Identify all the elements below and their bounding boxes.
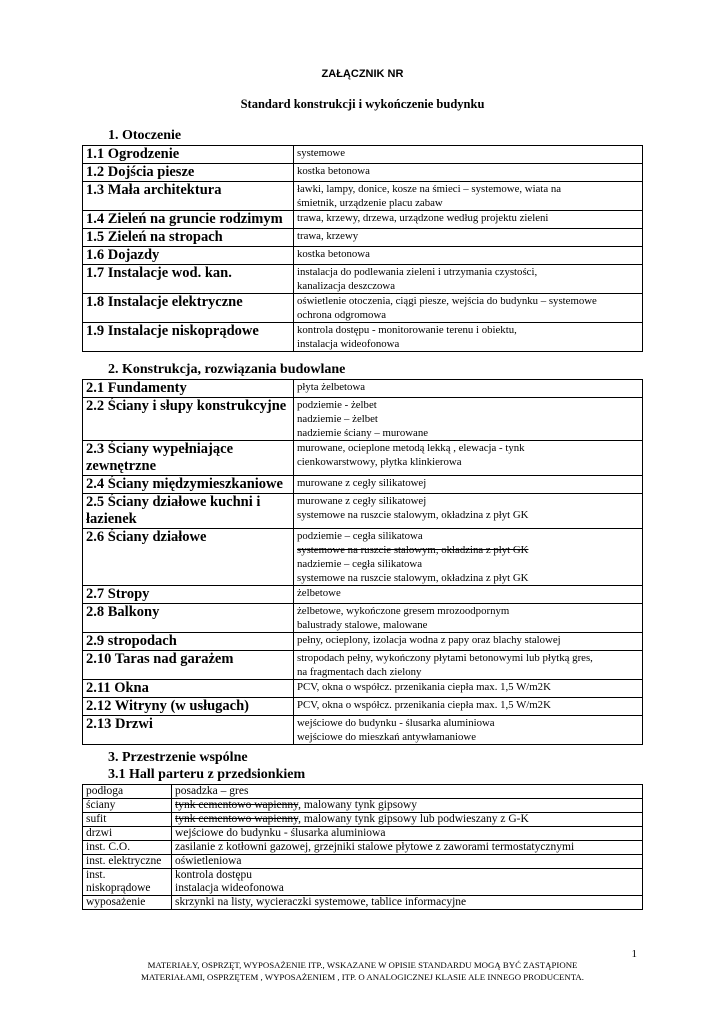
value-line: instalacja wideofonowa <box>175 882 284 894</box>
label-line: wyposażenie <box>86 896 146 908</box>
row-label: 1.3 Mała architektura <box>83 182 294 211</box>
table-row <box>83 441 643 476</box>
row-value <box>294 323 643 352</box>
row-label: 1.8 Instalacje elektryczne <box>83 294 294 323</box>
value-line: zasilanie z kotłowni gazowej, grzejniki stalowe płytowe z zaworami termostatycznymi <box>175 841 575 853</box>
value-line: kanalizacja deszczowa <box>297 280 396 292</box>
page-number: 1 <box>631 948 637 960</box>
table-row <box>83 586 643 604</box>
section-3-heading: 3. Przestrzenie wspólne <box>108 750 248 765</box>
document-title: ZAŁĄCZNIK NR <box>321 68 404 80</box>
row-label: 1.2 Dojścia piesze <box>83 164 294 182</box>
value-line: nadziemie – żelbet <box>297 413 378 425</box>
table-row <box>83 494 643 529</box>
row-label <box>83 855 172 869</box>
document-subtitle: Standard konstrukcji i wykończenie budynku <box>240 97 485 111</box>
value-line: systemowe <box>297 147 345 159</box>
value-line: podziemie – cegła silikatowa <box>297 530 423 542</box>
value-line: płyta żelbetowa <box>297 381 366 393</box>
table-row <box>83 529 643 586</box>
row-value <box>172 827 643 841</box>
row-label: 2.11 Okna <box>83 680 294 698</box>
label-line: inst. C.O. <box>86 841 131 853</box>
label-line: ściany <box>86 799 116 811</box>
table-row <box>83 896 643 910</box>
row-label: 1.1 Ogrodzenie <box>83 146 294 164</box>
row-value <box>294 494 643 529</box>
row-value <box>294 164 643 182</box>
row-value <box>294 294 643 323</box>
footer-line: MATERIAŁY, OSPRZĘT, WYPOSAŻENIE ITP., WSKAZANE W OPISIE STANDARDU MOGĄ BYĆ ZASTĄPIONE <box>147 960 578 970</box>
value-line: cienkowarstwowy, płytka klinkierowa <box>297 456 462 468</box>
row-value <box>172 785 643 799</box>
value-line: nadziemie ściany – murowane <box>297 427 429 439</box>
value-line: na fragmentach dach zielony <box>297 666 422 678</box>
section-3-table <box>82 784 643 910</box>
value-line: PCV, okna o współcz. przenikania ciepła max. 1,5 W/m2K <box>297 681 551 693</box>
row-label: 2.13 Drzwi <box>83 716 294 745</box>
row-value <box>294 247 643 265</box>
row-value <box>294 633 643 651</box>
row-value <box>172 841 643 855</box>
row-label: 2.3 Ściany wypełniające zewnętrzne <box>83 441 294 476</box>
value-line: systemowe na ruszcie stalowym, okładzina z płyt GK <box>297 544 529 556</box>
row-label <box>83 799 172 813</box>
table-row <box>83 294 643 323</box>
value-text: , malowany tynk gipsowy lub podwieszany z G-K <box>298 813 529 825</box>
row-value <box>294 586 643 604</box>
value-line <box>175 813 639 826</box>
table-row <box>83 476 643 494</box>
value-line: instalacja wideofonowa <box>297 338 400 350</box>
row-label <box>83 841 172 855</box>
row-label: 1.7 Instalacje wod. kan. <box>83 265 294 294</box>
table-row <box>83 182 643 211</box>
label-line: sufit <box>86 813 107 825</box>
value-line: nadziemie – cegła silikatowa <box>297 558 423 570</box>
value-line: kostka betonowa <box>297 248 370 260</box>
row-label <box>83 785 172 799</box>
table-row <box>83 380 643 398</box>
value-line: oświetlenie otoczenia, ciągi piesze, wejścia do budynku – systemowe <box>297 295 597 307</box>
row-value <box>294 398 643 441</box>
row-value <box>294 265 643 294</box>
row-label <box>83 896 172 910</box>
section-1-table <box>82 145 643 352</box>
table-row <box>83 604 643 633</box>
footer-note <box>0 959 725 983</box>
row-label: 1.9 Instalacje niskoprądowe <box>83 323 294 352</box>
row-label: 2.9 stropodach <box>83 633 294 651</box>
row-value <box>294 476 643 494</box>
value-line: ławki, lampy, donice, kosze na śmieci – systemowe, wiata na <box>297 183 562 195</box>
value-line: murowane z cegły silikatowej <box>297 495 427 507</box>
row-value <box>294 229 643 247</box>
value-line: śmietnik, urządzenie placu zabaw <box>297 197 443 209</box>
row-value <box>294 698 643 716</box>
row-label: 2.4 Ściany międzymieszkaniowe <box>83 476 294 494</box>
value-line: żelbetowe <box>297 587 341 599</box>
row-value <box>294 441 643 476</box>
row-value <box>294 182 643 211</box>
table-row <box>83 146 643 164</box>
label-line: drzwi <box>86 827 113 839</box>
value-line: instalacja do podlewania zieleni i utrzymania czystości, <box>297 266 538 278</box>
table-row <box>83 680 643 698</box>
row-label: 1.4 Zieleń na gruncie rodzimym <box>83 211 294 229</box>
table-row <box>83 813 643 827</box>
row-value <box>294 604 643 633</box>
row-value <box>294 211 643 229</box>
table-row <box>83 698 643 716</box>
value-line: murowane, ocieplone metodą lekką , elewacja - tynk <box>297 442 525 454</box>
row-label <box>83 869 172 896</box>
row-label: 2.7 Stropy <box>83 586 294 604</box>
value-line: systemowe na ruszcie stalowym, okładzina z płyt GK <box>297 509 529 521</box>
value-line: podziemie - żelbet <box>297 399 377 411</box>
value-line: PCV, okna o współcz. przenikania ciepła max. 1,5 W/m2K <box>297 699 551 711</box>
value-line: stropodach pełny, wykończony płytami betonowymi lub płytką gres, <box>297 652 593 664</box>
value-line: ochrona odgromowa <box>297 309 387 321</box>
row-label: 2.2 Ściany i słupy konstrukcyjne <box>83 398 294 441</box>
value-line <box>175 799 639 812</box>
row-label: 2.12 Witryny (w usługach) <box>83 698 294 716</box>
value-line: trawa, krzewy <box>297 230 359 242</box>
label-line: podłoga <box>86 785 124 797</box>
table-row <box>83 323 643 352</box>
value-line: skrzynki na listy, wycieraczki systemowe, tablice informacyjne <box>175 896 467 908</box>
label-line: inst. elektryczne <box>86 855 162 867</box>
table-row <box>83 799 643 813</box>
value-line: wejściowe do mieszkań antywłamaniowe <box>297 731 476 743</box>
row-label <box>83 827 172 841</box>
table-row <box>83 633 643 651</box>
table-row <box>83 869 643 896</box>
table-row <box>83 827 643 841</box>
value-line: oświetleniowa <box>175 855 242 867</box>
row-value <box>172 813 643 827</box>
row-value <box>294 651 643 680</box>
section-2-heading: 2. Konstrukcja, rozwiązania budowlane <box>108 362 346 377</box>
table-row <box>83 716 643 745</box>
section-2-table <box>82 379 643 745</box>
row-value <box>172 799 643 813</box>
value-line: kostka betonowa <box>297 165 370 177</box>
table-row <box>83 651 643 680</box>
struck-text: tynk cementowo wapienny <box>175 813 299 825</box>
table-row <box>83 855 643 869</box>
table-row <box>83 229 643 247</box>
table-row <box>83 398 643 441</box>
value-line: wejściowe do budynku - ślusarka aluminiowa <box>175 827 386 839</box>
row-value <box>172 896 643 910</box>
table-row <box>83 841 643 855</box>
row-value <box>294 146 643 164</box>
row-value <box>294 380 643 398</box>
row-label: 2.6 Ściany działowe <box>83 529 294 586</box>
section-1-heading: 1. Otoczenie <box>108 128 182 143</box>
row-value <box>172 855 643 869</box>
table-row <box>83 247 643 265</box>
row-label <box>83 813 172 827</box>
value-line: żelbetowe, wykończone gresem mrozoodpornym <box>297 605 510 617</box>
table-row <box>83 164 643 182</box>
row-label: 2.5 Ściany działowe kuchni i łazienek <box>83 494 294 529</box>
section-3-1-heading: 3.1 Hall parteru z przedsionkiem <box>108 767 306 782</box>
row-value <box>172 869 643 896</box>
table-row <box>83 265 643 294</box>
value-line: systemowe na ruszcie stalowym, okładzina z płyt GK <box>297 572 529 584</box>
value-line: trawa, krzewy, drzewa, urządzone według projektu zieleni <box>297 212 549 224</box>
row-label: 2.1 Fundamenty <box>83 380 294 398</box>
value-line: wejściowe do budynku - ślusarka aluminiowa <box>297 717 495 729</box>
table-row <box>83 785 643 799</box>
row-value <box>294 716 643 745</box>
table-row <box>83 211 643 229</box>
value-line: balustrady stalowe, malowane <box>297 619 428 631</box>
label-line: niskoprądowe <box>86 882 151 894</box>
value-line: kontrola dostępu <box>175 869 252 881</box>
label-line: inst. <box>86 869 106 881</box>
value-line: posadzka – gres <box>175 785 249 797</box>
value-line: pełny, ocieplony, izolacja wodna z papy oraz blachy stalowej <box>297 634 561 646</box>
row-label: 2.8 Balkony <box>83 604 294 633</box>
value-text: , malowany tynk gipsowy <box>298 799 417 811</box>
footer-line: MATERIAŁAMI, OSPRZĘTEM , WYPOSAŻENIEM , ITP. O ANALOGICZNEJ KLASIE ALE INNEGO PRODUCENTA. <box>141 972 584 982</box>
struck-text: tynk cementowo wapienny <box>175 799 299 811</box>
value-line: murowane z cegły silikatowej <box>297 477 427 489</box>
row-label: 1.5 Zieleń na stropach <box>83 229 294 247</box>
row-value <box>294 529 643 586</box>
row-label: 2.10 Taras nad garażem <box>83 651 294 680</box>
row-label: 1.6 Dojazdy <box>83 247 294 265</box>
value-line: kontrola dostępu - monitorowanie terenu i obiektu, <box>297 324 517 336</box>
row-value <box>294 680 643 698</box>
